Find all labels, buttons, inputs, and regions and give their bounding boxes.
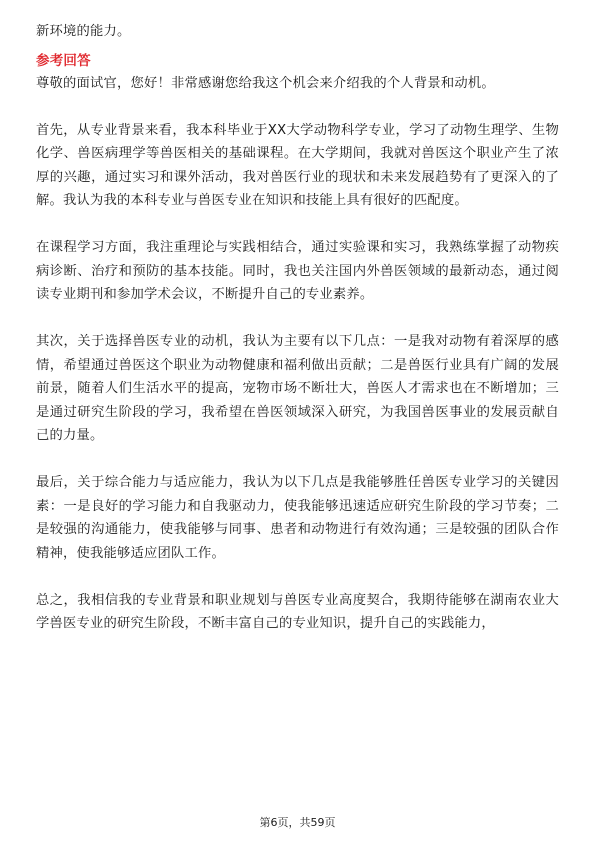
paragraph-conclusion: 总之，我相信我的专业背景和职业规划与兽医专业高度契合，我期待能够在湖南农业大学兽医专业的研究生阶段，不断丰富自己的专业知识，提升自己的实践能力， (36, 592, 559, 631)
page-footer: 第6页，共59页 (259, 816, 336, 829)
lead-text: 新环境的能力。 (36, 24, 131, 39)
section-title: 参考回答 (36, 52, 91, 69)
paragraph-background: 首先，从专业背景来看，我本科毕业于XX大学动物科学专业，学习了动物生理学、生物化学、兽医病理学等兽医相关的基础课程。在大学期间，我就对兽医这个职业产生了浓厚的兴趣，通过实习和课外活动，我对兽医行业的现状和未来发展趋势有了更深入的了解。我认为我的本科专业与兽医专业在知识和技能上具有很好的匹配度。 (36, 122, 559, 208)
paragraph-motivation: 其次，关于选择兽医专业的动机，我认为主要有以下几点：一是我对动物有着深厚的感情，希望通过兽医这个职业为动物健康和福利做出贡献；二是兽医行业具有广阔的发展前景，随着人们生活水平的提高，宠物市场不断壮大，兽医人才需求也在不断增加；三是通过研究生阶段的学习，我希望在兽医领域深入研究，为我国兽医事业的发展贡献自己的力量。 (36, 334, 559, 443)
page-content (36, 20, 559, 636)
paragraph-coursework: 在课程学习方面，我注重理论与实践相结合，通过实验课和实习，我熟练掌握了动物疾病诊断、治疗和预防的基本技能。同时，我也关注国内外兽医领域的最新动态，通过阅读专业期刊和参加学术会议，不断提升自己的专业素养。 (36, 240, 559, 302)
paragraph-greeting: 尊敬的面试官，您好！非常感谢您给我这个机会来介绍我的个人背景和动机。 (36, 75, 495, 91)
paragraph-abilities: 最后，关于综合能力与适应能力，我认为以下几点是我能够胜任兽医专业学习的关键因素：一是良好的学习能力和自我驱动力，使我能够迅速适应研究生阶段的学习节奏；二是较强的沟通能力，使我能够与同事、患者和动物进行有效沟通；三是较强的团队合作精神，使我能够适应团队工作。 (36, 475, 559, 561)
